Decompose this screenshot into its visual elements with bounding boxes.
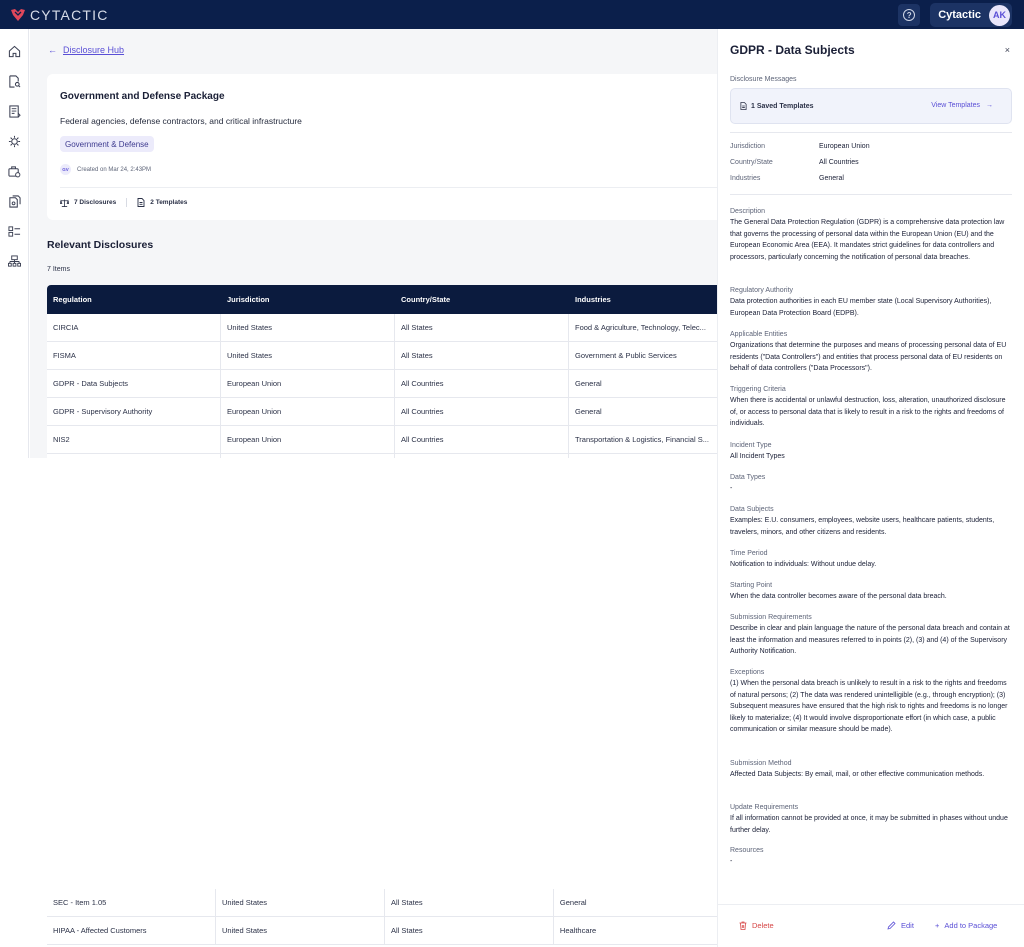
edit-button[interactable] (887, 921, 914, 930)
table-row[interactable] (47, 370, 717, 398)
organization-icon[interactable] (8, 255, 21, 268)
creator-avatar: GV (60, 164, 71, 175)
sidebar (0, 29, 29, 458)
section-heading: Time Period (730, 550, 768, 557)
table-cell: All States (385, 889, 554, 916)
section-heading: Applicable Entities (730, 331, 788, 338)
report-icon[interactable] (8, 105, 21, 118)
disclosure-hub-icon[interactable] (8, 195, 21, 208)
table-row[interactable] (47, 426, 717, 454)
top-bar (0, 0, 1024, 29)
section-body: - (730, 485, 733, 492)
section-body: When there is accidental or unlawful destruction, loss, alteration, unauthorized disclosure of, or access to personal data that is likely to result in a risk to the rights and freedoms of individuals. (730, 397, 1006, 427)
table-cell: All States (395, 342, 569, 369)
delete-button[interactable] (739, 921, 774, 930)
table-cell: European Union (221, 426, 395, 453)
disclosures-count-label: 7 Disclosures (74, 199, 117, 206)
document-icon (137, 198, 145, 207)
table-row[interactable] (47, 398, 717, 426)
divider (126, 198, 127, 207)
add-to-package-button[interactable] (935, 921, 997, 930)
section-applicable-entities (730, 331, 1014, 375)
close-icon[interactable]: × (1004, 45, 1010, 55)
templates-box (730, 88, 1012, 124)
section-body: Notification to individuals: Without undue delay. (730, 561, 877, 568)
disclosures-table-tail (47, 889, 717, 945)
disclosures-table (47, 285, 717, 458)
section-update-requirements (730, 804, 1014, 836)
table-cell: General (575, 379, 602, 388)
section-time-period (730, 550, 1014, 571)
saved-templates (740, 102, 814, 110)
section-heading: Update Requirements (730, 804, 799, 811)
table-header (47, 285, 717, 314)
brand-logo[interactable] (11, 7, 109, 23)
table-row[interactable] (47, 889, 717, 917)
created-info (60, 164, 151, 175)
section-body: When the data controller becomes aware of the personal data breach. (730, 593, 947, 600)
user-name: Cytactic (938, 9, 981, 21)
package-tag: Government & Defense (60, 136, 154, 152)
table-cell: Healthcare (559, 926, 597, 935)
table-cell: European Union (221, 370, 395, 397)
table-cell (395, 454, 569, 458)
table-cell (47, 454, 221, 458)
user-menu[interactable] (930, 3, 1012, 27)
table-row[interactable] (47, 454, 717, 458)
table-cell: All Countries (395, 398, 569, 425)
section-exceptions (730, 669, 1014, 736)
table-cell: United States (221, 342, 395, 369)
edit-label: Edit (901, 921, 914, 930)
section-starting-point (730, 582, 1014, 603)
column-header[interactable]: Country/State (401, 295, 451, 304)
table-cell: CIRCIA (47, 314, 221, 341)
table-cell: SEC - Item 1.05 (47, 889, 216, 916)
jurisdiction-value: European Union (819, 143, 870, 150)
table-cell (569, 454, 717, 458)
table-row[interactable] (47, 314, 717, 342)
table-cell: All States (395, 314, 569, 341)
table-cell: European Union (221, 398, 395, 425)
main-content (30, 29, 717, 458)
section-heading: Submission Requirements (730, 614, 812, 621)
templates-count-label: 2 Templates (150, 199, 188, 206)
add-to-package-label: Add to Package (944, 921, 998, 930)
section-heading: Starting Point (730, 582, 773, 589)
plus-icon: + (935, 921, 940, 930)
country-label: Country/State (730, 159, 773, 166)
disclosure-detail-panel (717, 29, 1024, 947)
table-cell: NIS2 (47, 426, 221, 453)
section-title: Relevant Disclosures (47, 239, 154, 251)
section-body: (1) When the personal data breach is unlikely to result in a risk to the rights and freedoms of natural persons; (2) The data was rendered unintelligible (e.g., through encryption); (3) Subsequent measures have ensured that the high risk to rights and freedoms is no longer likely to materialize; (4) It would involve disproportionate effort (in which case, a public communication or similar measure should be made). (730, 680, 1008, 733)
section-triggering-criteria (730, 386, 1014, 430)
section-heading: Submission Method (730, 760, 792, 767)
country-value: All Countries (819, 159, 859, 166)
table-cell: Transportation & Logistics, Financial S... (575, 435, 709, 444)
table-cell: All Countries (395, 370, 569, 397)
table-cell: Government & Public Services (575, 351, 677, 360)
section-heading: Data Types (730, 474, 766, 481)
section-body: Examples: E.U. consumers, employees, website users, healthcare patients, students, travelers, minors, and other citizens and residents. (730, 517, 995, 536)
back-link-label: Disclosure Hub (63, 45, 125, 55)
panel-footer (718, 904, 1024, 947)
delete-label: Delete (752, 921, 774, 930)
divider (60, 187, 717, 188)
back-link[interactable] (48, 45, 124, 55)
section-heading: Description (730, 208, 766, 215)
section-data-types (730, 474, 1014, 495)
table-cell: FISMA (47, 342, 221, 369)
brand-name: CYTACTIC (30, 6, 109, 23)
table-cell: General (559, 898, 587, 907)
view-templates-button[interactable] (931, 102, 993, 109)
package-card (47, 74, 717, 220)
table-cell: United States (216, 917, 385, 944)
section-regulatory-authority (730, 287, 1014, 319)
table-cell: United States (221, 314, 395, 341)
section-incident-type (730, 442, 1014, 463)
divider (730, 194, 1012, 195)
created-date: Created on Mar 24, 2:43PM (77, 166, 152, 173)
section-heading: Exceptions (730, 669, 765, 676)
section-heading: Regulatory Authority (730, 287, 794, 294)
country-row (730, 159, 859, 166)
section-heading: Incident Type (730, 442, 772, 449)
section-submission-method (730, 760, 1014, 781)
saved-templates-label: 1 Saved Templates (751, 102, 814, 110)
table-cell: Food & Agriculture, Technology, Telec... (575, 323, 706, 332)
section-body: All Incident Types (730, 453, 785, 460)
home-icon[interactable] (8, 45, 21, 58)
jurisdiction-row (730, 143, 870, 150)
column-header[interactable]: Regulation (53, 295, 92, 304)
threat-icon[interactable] (8, 135, 21, 148)
document-icon (740, 102, 747, 110)
briefcase-settings-icon[interactable] (8, 165, 21, 178)
section-body: The General Data Protection Regulation (GDPR) is a comprehensive data protection law that governs the processing of personal data within the European Union (EU) and the European Economic Area (EEA). It mandates strict guidelines for data controllers and processors, particularly concerning the notification of personal data breaches. (730, 219, 1005, 261)
column-header[interactable]: Jurisdiction (227, 295, 270, 304)
package-stats (60, 198, 187, 207)
jurisdiction-label: Jurisdiction (730, 143, 766, 150)
table-cell: All Countries (395, 426, 569, 453)
section-submission-requirements (730, 614, 1014, 658)
column-header[interactable]: Industries (575, 295, 611, 304)
section-body: - (730, 858, 733, 865)
section-body: Organizations that determine the purposes and means of processing personal data of EU residents ("Data Controllers") and entities that process personal data of EU residents on behalf of data controllers ("Data Processors"). (730, 342, 1007, 372)
table-cell: GDPR - Supervisory Authority (47, 398, 221, 425)
help-button[interactable] (898, 4, 920, 26)
table-row[interactable] (47, 342, 717, 370)
section-heading: Triggering Criteria (730, 386, 786, 393)
industries-label: Industries (730, 175, 761, 182)
package-description: Federal agencies, defense contractors, and critical infrastructure (60, 116, 302, 126)
items-count: 7 Items (47, 266, 70, 273)
view-templates-label: View Templates (931, 102, 980, 109)
arrow-right-icon: → (986, 102, 993, 109)
disclosure-messages-label: Disclosure Messages (730, 76, 797, 83)
table-cell: United States (216, 889, 385, 916)
table-cell: All States (385, 917, 554, 944)
trash-icon (739, 921, 747, 930)
section-description (730, 208, 1014, 263)
panel-title: GDPR - Data Subjects (730, 43, 855, 57)
pencil-icon (887, 921, 896, 930)
arrow-left-icon: ← (48, 45, 57, 55)
templates-count[interactable] (137, 198, 187, 207)
package-title: Government and Defense Package (60, 91, 225, 102)
section-heading: Resources (730, 847, 764, 854)
section-data-subjects (730, 506, 1014, 538)
table-cell: General (575, 407, 602, 416)
section-body: Affected Data Subjects: By email, mail, or other effective communication methods. (730, 771, 985, 778)
section-heading: Data Subjects (730, 506, 774, 513)
avatar: AK (989, 5, 1010, 26)
divider (730, 132, 1012, 133)
table-cell (221, 454, 395, 458)
document-search-icon[interactable] (8, 75, 21, 88)
industries-value: General (819, 175, 844, 182)
disclosures-count[interactable] (60, 199, 116, 207)
question-icon: ? (903, 9, 915, 21)
section-body: Data protection authorities in each EU member state (Local Supervisory Authorities), European Data Protection Board (EDPB). (730, 298, 992, 317)
table-row[interactable] (47, 917, 717, 945)
section-resources (730, 847, 1014, 868)
section-body: Describe in clear and plain language the nature of the personal data breach and contain at least the information and measures referred to in points (2), (3) and (4) of the Supervisory Authority Notification. (730, 625, 1010, 655)
table-cell: HIPAA - Affected Customers (47, 917, 216, 944)
tasks-icon[interactable] (8, 225, 21, 238)
cytactic-logo-icon (11, 9, 25, 21)
industries-row (730, 175, 844, 182)
scale-icon (60, 199, 69, 207)
section-body: If all information cannot be provided at once, it may be submitted in phases without undue further delay. (730, 815, 1008, 834)
table-cell: GDPR - Data Subjects (47, 370, 221, 397)
